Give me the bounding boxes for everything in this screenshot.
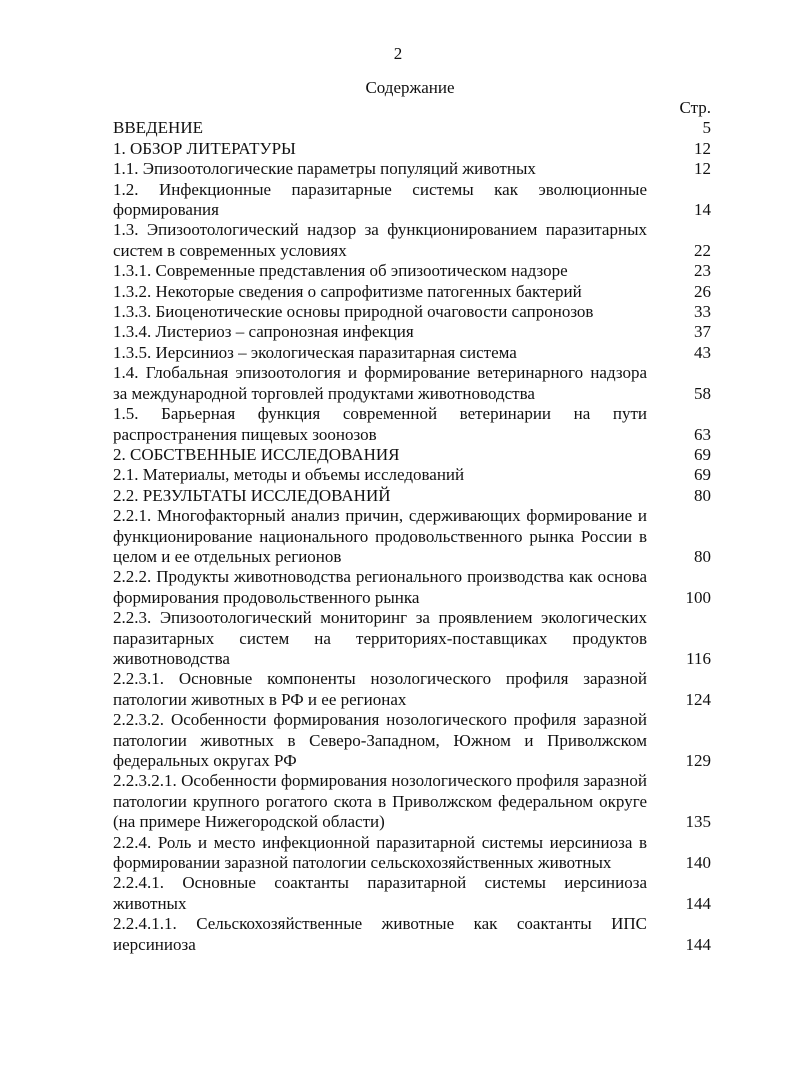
toc-entry-page: 12 — [694, 138, 711, 158]
toc-entry — [113, 302, 711, 322]
toc-entry-page: 33 — [694, 302, 711, 322]
toc-entry-text: 1.3.5. Иерсиниоз – экологическая паразитарная система — [113, 342, 517, 362]
toc-entry-page: 69 — [694, 444, 711, 464]
toc-entry-page: 116 — [686, 648, 711, 668]
toc-entry-text: 2.2.3.2. Особенности формирования нозологического профиля заразной патологии животных в Северо-Западном, Южном и Приволжском федеральных округах РФ — [113, 710, 647, 770]
toc-entry-text: 1. ОБЗОР ЛИТЕРАТУРЫ — [113, 138, 296, 158]
toc-entry-page: 80 — [694, 485, 711, 505]
toc-entry-text: 1.1. Эпизоотологические параметры популяций животных — [113, 159, 536, 179]
toc-entry — [113, 282, 711, 302]
toc-entry-page: 129 — [685, 751, 711, 770]
toc-entry-text: 2.2. РЕЗУЛЬТАТЫ ИССЛЕДОВАНИЙ — [113, 485, 391, 505]
toc-entry-page: 37 — [694, 322, 711, 342]
pages-column-header: Стр. — [679, 98, 711, 117]
toc-entry-page: 58 — [694, 383, 711, 403]
toc-entry — [113, 608, 711, 669]
toc-entry-page: 5 — [702, 118, 711, 138]
toc-entry-page: 26 — [694, 281, 711, 301]
toc-entry — [113, 159, 711, 179]
toc-entry-text: 1.3.3. Биоценотические основы природной очаговости сапронозов — [113, 302, 594, 322]
toc-entry-text: 1.5. Барьерная функция современной ветеринарии на пути распространения пищевых зоонозов — [113, 404, 647, 444]
toc-entry — [113, 139, 711, 159]
toc-entry — [113, 322, 711, 342]
toc-entry — [113, 465, 711, 485]
toc-entry — [113, 833, 711, 874]
toc-entry-page: 140 — [685, 853, 711, 873]
toc-entry-page: 144 — [685, 934, 711, 954]
toc-entry — [113, 506, 711, 567]
toc-entries — [113, 118, 711, 955]
toc-entry — [113, 118, 711, 138]
page-number: 2 — [393, 44, 403, 63]
toc-entry-page: 43 — [694, 342, 711, 362]
toc-entry — [113, 180, 711, 221]
toc-entry — [113, 445, 711, 465]
toc-entry — [113, 710, 711, 771]
toc-entry — [113, 220, 711, 261]
toc-entry-text: 2. СОБСТВЕННЫЕ ИССЛЕДОВАНИЯ — [113, 444, 400, 464]
toc-entry-text: 2.2.4. Роль и место инфекционной паразитарной системы иерсиниоза в формировании заразной патологии сельскохозяйственных животных — [113, 832, 647, 873]
toc-entry — [113, 261, 711, 281]
toc-entry-text: 2.2.2. Продукты животноводства регионального производства как основа формирования продовольственного рынка — [113, 567, 647, 607]
toc-entry-text: ВВЕДЕНИЕ — [113, 118, 203, 138]
toc-entry — [113, 771, 711, 832]
toc-entry — [113, 567, 711, 608]
toc-entry-page: 14 — [694, 200, 711, 220]
toc-entry-text: 2.2.1. Многофакторный анализ причин, сдерживающих формирование и функционирование национального продовольственного рынка России в целом и ее отдельных регионов — [113, 506, 647, 566]
toc-entry — [113, 873, 711, 914]
toc-entry-page: 100 — [685, 587, 711, 607]
toc-entry-text: 2.2.3.1. Основные компоненты нозологического профиля заразной патологии животных в РФ и ее регионах — [113, 669, 647, 709]
toc-entry — [113, 669, 711, 710]
toc-entry — [113, 404, 711, 445]
toc-entry-text: 2.2.3.2.1. Особенности формирования нозологического профиля заразной патологии крупного рогатого скота в Приволжском федеральном округе (на примере Нижегородской области) — [113, 771, 647, 832]
toc-entry — [113, 486, 711, 506]
toc-title: Содержание — [365, 78, 455, 97]
toc-entry-page: 144 — [685, 893, 711, 913]
table-of-contents — [113, 98, 711, 955]
toc-entry-page: 23 — [694, 261, 711, 281]
toc-entry-text: 1.3.4. Листериоз – сапронозная инфекция — [113, 322, 414, 342]
toc-entry-text: 1.2. Инфекционные паразитарные системы как эволюционные формирования — [113, 179, 647, 220]
toc-entry-text: 2.2.4.1.1. Сельскохозяйственные животные как соактанты ИПС иерсиниоза — [113, 914, 647, 954]
toc-entry-page: 12 — [694, 159, 711, 179]
toc-entry-text: 1.3.2. Некоторые сведения о сапрофитизме патогенных бактерий — [113, 281, 582, 301]
toc-entry-text: 1.3.1. Современные представления об эпизоотическом надзоре — [113, 261, 568, 281]
toc-entry — [113, 343, 711, 363]
toc-entry-page: 135 — [685, 812, 711, 832]
toc-entry-text: 1.3. Эпизоотологический надзор за функционированием паразитарных систем в современных условиях — [113, 220, 647, 260]
toc-entry-page: 63 — [694, 424, 711, 444]
toc-entry-page: 22 — [694, 240, 711, 260]
toc-entry-page: 124 — [685, 689, 711, 709]
toc-entry-text: 2.2.3. Эпизоотологический мониторинг за проявлением экологических паразитарных систем на территориях-поставщиках продуктов животноводства — [113, 608, 647, 668]
toc-entry — [113, 363, 711, 404]
toc-entry — [113, 914, 711, 955]
toc-entry-text: 2.1. Материалы, методы и объемы исследований — [113, 465, 465, 485]
toc-entry-page: 80 — [694, 546, 711, 566]
toc-entry-page: 69 — [694, 465, 711, 485]
toc-entry-text: 2.2.4.1. Основные соактанты паразитарной системы иерсиниоза животных — [113, 873, 647, 913]
toc-entry-text: 1.4. Глобальная эпизоотология и формирование ветеринарного надзора за международной торговлей продуктами животноводства — [113, 363, 647, 403]
